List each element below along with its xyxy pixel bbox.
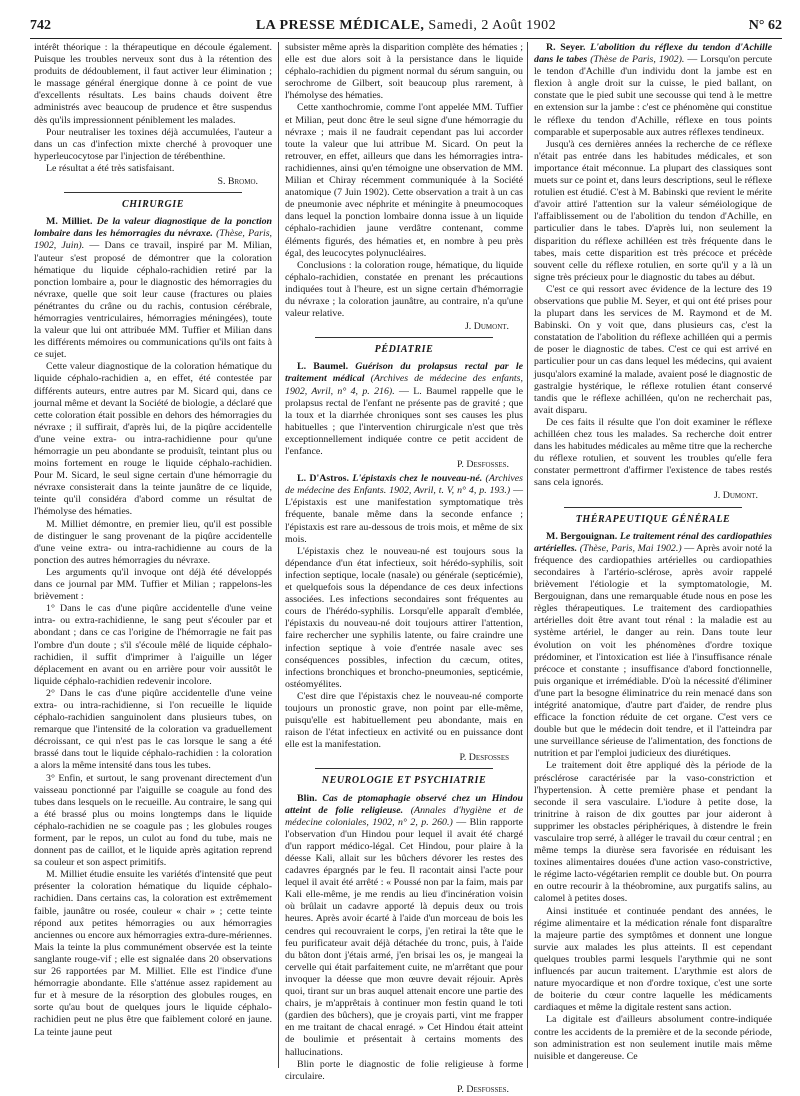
paragraph-text: — L'épistaxis est une manifestation symptomatique très fréquente, banale même dans la seconde enfance ; l'épistaxis est rare au-dessous de trois mois, et même de six mois. (285, 485, 524, 545)
article-title: Cas de ptomaphagie observé chez un Hindou atteint de folie religieuse. (285, 792, 523, 816)
article-baumel (285, 361, 523, 458)
page-number: 742 (30, 18, 51, 33)
paragraph: La digitale est d'ailleurs absolument contre-indiquée contre les accidents de la première et de la seconde période, son administration est non seulement inutile mais même nuisible et dangereuse. Ce (534, 1014, 772, 1062)
issue-number: N° 62 (748, 18, 782, 33)
signature: P. Desfosses. (456, 1083, 509, 1095)
paragraph: 2° Dans le cas d'une piqûre accidentelle d'une veine extra- ou intra-rachidienne, si l'on recueille le liquide céphalo-rachidien sanguinolent dans plusieurs tubes, on remarque que l'intensité de la coloration va graduellement décroissant, ce qui n'est pas le cas lorsque le sang a été brassé dans tout le liquide céphalo-rachidien : la coloration a alors la même intensité dans tous les tubes. (34, 687, 272, 772)
paragraph: Conclusions : la coloration rouge, hématique, du liquide céphalo-rachidien, constatée en prenant les précautions indiquées tout à l'heure, est un signe certain d'hémorragie du névraxe ; la coloration jaunâtre, au contraire, n'a qu'une valeur relative. (285, 259, 523, 320)
journal-name: LA PRESSE MÉDICALE, (255, 18, 425, 33)
divider (64, 192, 242, 193)
article-author: M. Milliet. (46, 216, 93, 228)
article-bergouignan (534, 531, 772, 761)
paragraph-text: — Dans ce travail, inspiré par M. Milian, l'auteur s'est proposé de démontrer que la coloration hématique du liquide céphalo-rachidien retiré par la ponction lombaire a, pour le diagnostic des hémorragies du névraxe, quelle que soit leur cause (fractures ou plaies pénétrantes du crâne ou du rachis, contusion cérébrale, hémorragies ventriculaires, hémorragies méningées), toute la valeur que lui ont attribuée MM. Tuffier et Milian dans les différents mémoires ou communications qu'ils ont faits à ce sujet. (34, 240, 273, 361)
paragraph: Pour neutraliser les toxines déjà accumulées, l'auteur a dans un cas d'infection mixte cherché à provoquer une hyperleucocytose par l'injection de térébenthine. (34, 126, 272, 162)
section-heading-therapeutique: THÉRAPEUTIQUE GÉNÉRALE (575, 513, 731, 525)
paragraph: Le résultat a été très satisfaisant. (46, 162, 175, 174)
running-title (30, 18, 782, 34)
paragraph-text: — Blin rapporte l'observation d'un Hindou pour lequel il avait été chargé d'un rapport médico-légal. Cet Hindou, pour plaire à la déesse Kali, allait sur les bûchers dévorer les restes des cadavres épargnés par le feu. Il racontait ainsi l'acte pour lequel il avait été arrêté : « Poussé non par la faim, mais par Kali elle-même, je me rendis au lieu d'incinération voisin où brûlait un cadavre apporté là depuis deux ou trois heures. Après avoir écarté à l'aide d'un morceau de bois les cendres qui recouvraient le corps, j'en retirai la tête que le feu purificateur avait déjà détachée du tronc, puis, à l'aide du bâton dont j'étais armé, j'en brisai les os, je mangeai la cervelle qui était parfaitement cuite, ne m'arrêtant que pour invoquer la déesse que mon œuvre devait réjouir. Après quoi, tirant sur un bras auquel attenait encore une partie des chairs, je m'apprêtais à continuer mon festin quand le toti (gardien des bûchers), que je croyais parti, vint me frapper en me traitant de chacal enragé. » Cet Hindou était atteint de boulimie et présentait à certains moments des hallucinations. (285, 816, 524, 1058)
paragraph: Cette xanthochromie, comme l'ont appelée MM. Tuffier et Milian, peut donc être le seul signe d'une hémorragie du névraxe ; mais il ne faudrait cependant pas lui accorder toute la valeur que lui attribue M. Sicard. On peut la retrouver, en effet, ailleurs que dans les hémorragies intra-rachidiennes, ainsi qu'en témoigne une observation de MM. Milian et Chiray récemment communiquée à la Société anatomique (7 Juin 1902). Cette observation a trait à un cas de pneumonie avec néphrite et méningite à pneumocoques dans lequel la ponction lombaire donna issue à un liquide céphalo-rachidien jaune verdâtre contenant, comme éléments figurés, des hématies et, en nombre à peu près égal, des leucocytes polynucléaires. (285, 102, 523, 259)
article-source: (Archives de médecine des enfants, 1902, Avril, n° 4, p. 216). (285, 373, 523, 397)
article-dastros (285, 473, 523, 546)
paragraph-text: — Après avoir noté la fréquence des cardiopathies artérielles ou cardiopathies secondaires à l'artério-sclérose, après avoir rappelé brièvement l'étiologie et la symptomatologie, M. Bergouignan, dans une remarquable étude nous en pose les règles thérapeutiques. Le traitement des cardiopathies artérielles doit être avant tout rénal : la maladie est au système artériel, le danger au rein. Dans toute leur évolution on voit les phénomènes d'ordre toxique prédominer, et l'intoxication est liée à l'insuffisance rénale précoce et constante ; insuffisance d'abord fonctionnelle, puis organique et irrémédiable. D'où la nécessité d'éliminer d'une part la besogne éliminatrice du rein menacé dans son intégrité anatomique, d'autre part d'aider, de rendre plus efficace la fonction réduite de cet organe. C'est vers ce double but que le médecin doit tendre, et il l'atteindra par une surveillance sérieuse de l'alimentation, des fonctions de nutrition et par l'emploi judicieux des diurétiques. (534, 542, 773, 760)
paragraph: Le traitement doit être appliqué dès la période de la présclérose caractérisée par la vaso-constriction et l'hypertension. À cette première phase et pendant la seconde il sera vasculaire. L'iodure à petite dose, la trinitrine à raison de dix gouttes par jour aideront à supprimer les obstacles périphériques, à distendre le frein vasculaire trop serré, à alléger le travail du cœur central ; en même temps la diurèse sera favorisée en réduisant les toxines alimentaires douées d'une action vaso-constrictive, le régime lacto-végétarien remplit ce double but. On pourra en outre recourir à la théobromine, aux purgatifs salins, au calomel à petites doses. (534, 760, 772, 905)
article-source: (Thèse, Paris, 1902, Juin). (34, 228, 273, 252)
paragraph: Les arguments qu'il invoque ont déjà été développés dans ce journal par MM. Tuffier et Milian ; rappelons-les brièvement : (34, 566, 272, 603)
article-title: L'abolition du réflexe du tendon d'Achille dans le tabes (534, 42, 772, 66)
paragraph: M. Milliet étudie ensuite les variétés d'intensité que peut présenter la coloration hématique du liquide céphalo-rachidien. Dans certains cas, la coloration est extrêmement faible, jaunâtre ou rosée, couleur « chair » ; cette teinte répond aux petites hémorragies ou aux hémorragies anciennes ou encore aux hémorragies extra-dure-mériennes. Mais la teinte la plus communément observée est la teinte sanglante rouge-vif ; elle est signalée dans 20 observations sur 26 rapportées par M. Milliet. Elle est l'indice d'une hémorragie abondante. Elle s'atténue assez rapidement au fur et à mesure de la résorption des globules rouges, en sorte qu'au bout de quelques jours le liquide céphalo-rachidien peut ne plus être que faiblement coloré en jaune. La teinte jaune peut (34, 869, 272, 1038)
divider (315, 337, 493, 338)
paragraph-text: — L. Baumel rappelle que le prolapsus rectal de l'enfant ne présente pas de gravité ; que la toux et la diarrhée chroniques sont ses causes les plus habituelles ; que l'intervention chirurgicale n'est que très exceptionnellement indiquée contre ce petit accident de l'enfance. (285, 385, 524, 457)
article-author: L. Baumel. (297, 361, 349, 373)
article-source: (Archives de médecine des Enfants. 1902, Avril, t. V, n° 4, p. 193.) (285, 473, 524, 497)
article-title: Le traitement rénal des cardiopathies artérielles. (534, 530, 772, 554)
paragraph: intérêt théorique : la thérapeutique en découle également. Puisque les troubles nerveux sont dus à la rétention des produits de dédoublement, il faut activer leur élimination ; le massage général énergique donne à ce point de vue d'excellents résultats. Les bains chauds doivent être administrés avec beaucoup de prudence et être suspendus dès qu'ils impressionnent péniblement les malades. (34, 42, 272, 126)
paragraph: 1° Dans le cas d'une piqûre accidentelle d'une veine intra- ou extra-rachidienne, le sang peut s'écouler par et abondant ; dans ce cas l'origine de l'hémorragie ne fait pas l'ombre d'un doute ; s'il s'écoule mêlé de liquide céphalo-rachidien, il suffit d'imprimer à l'aiguille un léger déplacement en avant ou en arrière pour voir aussitôt le liquide céphalo-rachidien redevenir incolore. (34, 603, 272, 687)
paragraph: Ainsi instituée et continuée pendant des années, le régime alimentaire et la médication rénale font disparaître la majeure partie des symptômes et donnent une longue survie aux malades les plus atteints. Il est cependant quelques troubles parmi lesquels l'arythmie qui ne sont influencés par aucun traitement. L'arythmie est alors de nature myocardique et non d'ordre toxique, c'est une sorte de boiterie du cœur contre laquelle les médicaments cardiaques et même la digitale restent sans action. (534, 905, 772, 1014)
paragraph-text: — Lorsqu'on percute le tendon d'Achille d'un individu dont la jambe est en flexion à angle droit sur la cuisse, le pied ballant, on constate que le pied subit une secousse qui tend à le mettre en extension sur la jambe : c'est ce phénomène qui constitue le réflexe du tendon d'Achille, réflexe en tous points comparable et superposable aux autres réflexes tendineux. (534, 54, 773, 138)
paragraph: Blin porte le diagnostic de folie religieuse à forme circulaire. (285, 1058, 523, 1082)
article-source: (Annales d'hygiène et de médecine coloniales, 1902, n° 2, p. 260.) (285, 804, 524, 828)
page-header (30, 18, 782, 39)
article-author: Blin. (297, 792, 318, 804)
paragraph: subsister même après la disparition complète des hématies ; elle est due alors soit à la persistance dans le liquide céphalo-rachidien du pigment normal du sérum sanguin, ou serochrome de Gilbert, soit beaucoup plus rarement, à l'hémolyse des hématies. (285, 42, 523, 102)
divider (315, 768, 493, 769)
signature: P. Desfosses (459, 752, 509, 764)
article-blin (285, 793, 523, 1059)
column-middle (285, 42, 524, 1095)
article-source: (Thèse de Paris, 1902). (590, 54, 685, 66)
article-source: (Thèse, Paris, Mai 1902.) (579, 542, 682, 554)
signature: J. Dumont. (464, 321, 509, 333)
article-title: Guérison du prolapsus rectal par le traitement médical (285, 361, 523, 385)
column-right (534, 42, 772, 1068)
paragraph: 3° Enfin, et surtout, le sang provenant directement d'un vaisseau ponctionné par l'aiguille se coagule au fond des tubes dans lesquels on le recueille. Au contraire, le sang qui a été brassé plus ou moins longtemps dans le liquide céphalo-rachidien ne se coagule pas ; les globules rouges forment, par le repos, un culot au fond du tube, mais ne donnent pas de caillot, et le liquide après agitation reprend sa couleur et son aspect primitifs. (34, 772, 272, 869)
column-rule-2 (527, 42, 528, 1068)
paragraph: L'épistaxis chez le nouveau-né est toujours sous la dépendance d'un état infectieux, soit hérédo-syphilis, soit infection septique, locale (nasale) ou générale (septicémie), et quelquefois sous la dépendance de ces deux infections associées. Les infections secondaires sont fréquentes au cours de l'hérédo-syphilis. Lorsqu'elle apparaît d'emblée, l'épistaxis du nouveau-né doit toujours attirer l'attention, faire rechercher une syphilis latente, ou faire craindre une infection septique à voie d'entrée nasale avec ses conséquences possibles, infection du cæcum, otites, infections bronchiques et broncho-pneumonies, septicémie, ostéomyélites. (285, 545, 523, 690)
article-title: L'épistaxis chez le nouveau-né. (352, 473, 483, 485)
column-rule-1 (278, 42, 279, 1068)
paragraph: Jusqu'à ces dernières années la recherche de ce réflexe n'était pas entrée dans les habitudes médicales, et son importance était méconnue. La plupart des classiques sont muets sur ce point et, dans leurs descriptions, seul le réflexe rotulien est étudié. C'est à M. Babinski que revient le mérite d'avoir attiré l'attention sur la valeur séméiologique de l'affaiblissement ou de l'abolition du tendon d'Achille, en particulier dans le tabes. D'après lui, non seulement la disparition du réflexe achilléen est très fréquente dans le tabes, mais cette disparition est très précoce et précède souvent celle du réflexe rotulien, en sorte qu'il y a là un signe très précieux pour le diagnostic du tabes au début. (534, 138, 772, 283)
article-seyer (534, 42, 772, 139)
signature: S. Bromo. (217, 176, 258, 188)
signature: P. Desfosses. (456, 459, 509, 471)
signature: J. Dumont. (713, 490, 758, 502)
article-author: L. D'Astros. (297, 473, 349, 485)
section-heading-pediatrie: PÉDIATRIE (374, 344, 434, 356)
paragraph: C'est dire que l'épistaxis chez le nouveau-né comporte toujours un pronostic grave, non point par elle-même, puisqu'elle est habituellement peu abondante, mais en raison de l'état infectieux en activité ou en puissance dont elle est la manifestation. (285, 690, 523, 751)
paragraph: De ces faits il résulte que l'on doit examiner le réflexe achilléen chez tous les malades. Sa recherche doit entrer dans les habitudes médicales au même titre que la recherche du réflexe rotulien, et souvent les troubles qu'elle fera constater permettront d'affirmer l'existence de tabes restés sans cela ignorés. (534, 416, 772, 489)
article-author: M. Bergouignan. (546, 530, 618, 542)
section-heading-neurologie: NEUROLOGIE ET PSYCHIATRIE (321, 775, 487, 787)
paragraph: C'est ce qui ressort avec évidence de la lecture des 19 observations que publie M. Seyer, et qui ont été prises pour la plupart dans les services de M. Raymond et de M. Babinski. On y voit que, dans plusieurs cas, c'est la constatation de l'abolition du réflexe achilléen qui a permis de poser le diagnostic de tabes. C'est ce qui est arrivé en particulier pour un cas dans lequel les médecins, qui avaient jusqu'alors examiné la malade, avaient posé le diagnostic de gastralgie hystérique, le réflexe rotulien étant conservé tandis que le réflexe achilléen, qu'on ne recherchait pas, avait disparu. (534, 283, 772, 416)
paragraph: Cette valeur diagnostique de la coloration hématique du liquide céphalo-rachidien a, en effet, été contestée par différents auteurs, entre autres par M. Sicard qui, dans ce journal même et devant la Société de biologie, a déclaré que cette coloration était possible en dehors des hémorragies du névraxe ; il suffirait, d'après lui, de la piqûre accidentelle d'une veine extra- ou intra-rachidienne pour qu'une hémorragie un peu abondante se produisît, teintant plus ou moins fortement en rouge le liquide céphalo-rachidien. Pour M. Sicard, le seul signe certain d'une hémorragie du névraxe consisterait dans la teinte jaunâtre de ce liquide, teinte qu'il considéra d'abord comme un résultat de l'hémolyse des hématies. (34, 361, 272, 518)
section-heading-chirurgie: CHIRURGIE (121, 199, 185, 211)
divider (564, 507, 742, 508)
article-milliet (34, 216, 272, 361)
issue-date: Samedi, 2 Août 1902 (428, 18, 557, 33)
column-left (34, 42, 272, 1068)
article-title: De la valeur diagnostique de la ponction lombaire dans les hémorragies du névraxe. (34, 216, 272, 240)
paragraph: M. Milliet démontre, en premier lieu, qu'il est possible de distinguer le sang provenant de la piqûre accidentelle d'une veine extra- ou intra-rachidienne au cours de la ponction des autres hémorragies du névraxe. (34, 518, 272, 566)
article-author: R. Seyer. (546, 42, 586, 53)
